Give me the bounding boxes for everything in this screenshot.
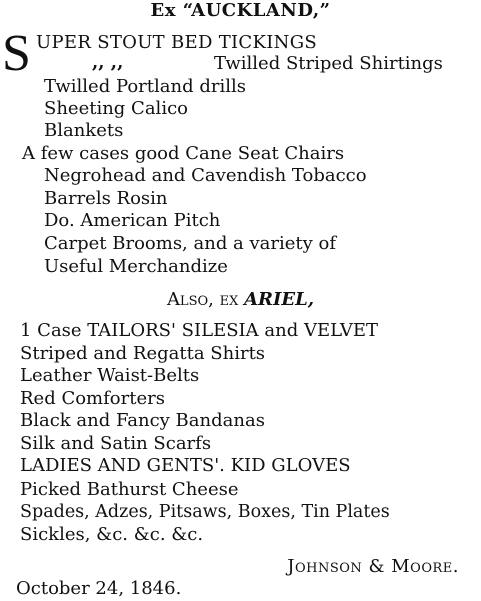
list-item: Blankets bbox=[44, 120, 124, 141]
list-item: Striped and Regatta Shirts bbox=[20, 343, 266, 364]
drop-cap: S bbox=[2, 25, 31, 82]
list-item: Twilled Portland drills bbox=[44, 76, 246, 97]
list-item: Useful Merchandize bbox=[44, 256, 228, 277]
list-item: Leather Waist-Belts bbox=[20, 365, 200, 386]
list-item: Carpet Brooms, and a variety of bbox=[44, 233, 337, 254]
signature: Johnson & Moore. bbox=[287, 556, 459, 577]
item-ditto: Twilled Striped Shirtings bbox=[214, 53, 443, 74]
list-item: 1 Case TAILORS' SILESIA and VELVET bbox=[20, 320, 379, 341]
list-item: Barrels Rosin bbox=[44, 188, 168, 209]
list-item: Silk and Satin Scarfs bbox=[20, 433, 212, 454]
item-first-line: UPER STOUT BED TICKINGS bbox=[36, 32, 318, 53]
list-item: Red Comforters bbox=[20, 388, 165, 409]
list-item: Sickles, &c. &c. &c. bbox=[20, 524, 204, 545]
date-line: October 24, 1846. bbox=[16, 578, 182, 599]
list-item: LADIES AND GENTS'. KID GLOVES bbox=[20, 455, 351, 476]
list-item: A few cases good Cane Seat Chairs bbox=[22, 143, 345, 164]
list-item: Negrohead and Cavendish Tobacco bbox=[44, 165, 367, 186]
also-label: Also, ex bbox=[166, 289, 239, 310]
ditto-marks: ,, ,, bbox=[92, 52, 124, 73]
list-item: Sheeting Calico bbox=[44, 98, 188, 119]
list-item: Do. American Pitch bbox=[44, 210, 221, 231]
also-ex-line bbox=[0, 289, 481, 311]
ship-name: ARIEL, bbox=[244, 289, 315, 310]
list-item: Black and Fancy Bandanas bbox=[20, 410, 265, 431]
ship-heading: Ex “AUCKLAND,” bbox=[150, 0, 331, 21]
list-item: Picked Bathurst Cheese bbox=[20, 479, 239, 500]
list-item: Spades, Adzes, Pitsaws, Boxes, Tin Plates bbox=[20, 502, 390, 522]
